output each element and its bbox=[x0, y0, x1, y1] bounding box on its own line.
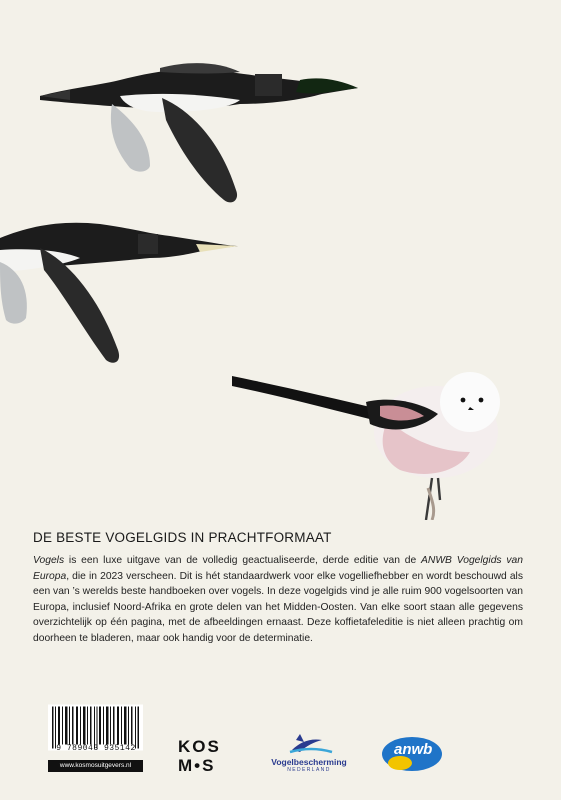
anwb-logo: anwb bbox=[394, 741, 433, 758]
kosmos-logo-line1: KOS bbox=[178, 737, 221, 756]
kosmos-logo-line2: M•S bbox=[178, 756, 216, 775]
isbn-number: 9 789043 935142 bbox=[56, 744, 136, 753]
blurb-text-a: is een luxe uitgave van de volledig geactualiseerde, derde editie van de bbox=[64, 555, 422, 566]
cover-blurb bbox=[33, 553, 523, 647]
vogelbescherming-bird-icon bbox=[270, 732, 350, 756]
vogelbescherming-logo: Vogelbescherming bbox=[271, 757, 347, 767]
cover-heading: DE BESTE VOGELGIDS IN PRACHTFORMAAT bbox=[33, 530, 332, 545]
publisher-url[interactable]: www.kosmosuitgevers.nl bbox=[48, 760, 143, 772]
vogelbescherming-subtitle: NEDERLAND bbox=[287, 767, 331, 773]
long-tailed-tit bbox=[232, 372, 500, 520]
kosmos-logo bbox=[178, 737, 226, 775]
blurb-title: Vogels bbox=[33, 555, 65, 566]
loon-flying-lower bbox=[0, 223, 238, 363]
blurb-book-title: ANWB Vogelgids van Europa bbox=[33, 555, 523, 582]
blurb-text-b: , die in 2023 verscheen. Dit is hét standaardwerk voor elke vogelliefhebber en wordt beschouwd als een van ’s werelds beste handboeken over vogels. In deze vogelgids vind je alle ruim 900 vogelsoorten van Europa, inclusief Noord-Afrika en grote delen van het Midden-Oosten. Van elke soort staan alle gegevens overzichtelijk op één pagina, met de afbeeldingen ernaast. Deze koffietafeleditie is niet alleen prachtig om doorheen te bladeren, maar ook handig voor de determinatie. bbox=[33, 570, 523, 644]
loon-flying-upper bbox=[40, 63, 358, 202]
